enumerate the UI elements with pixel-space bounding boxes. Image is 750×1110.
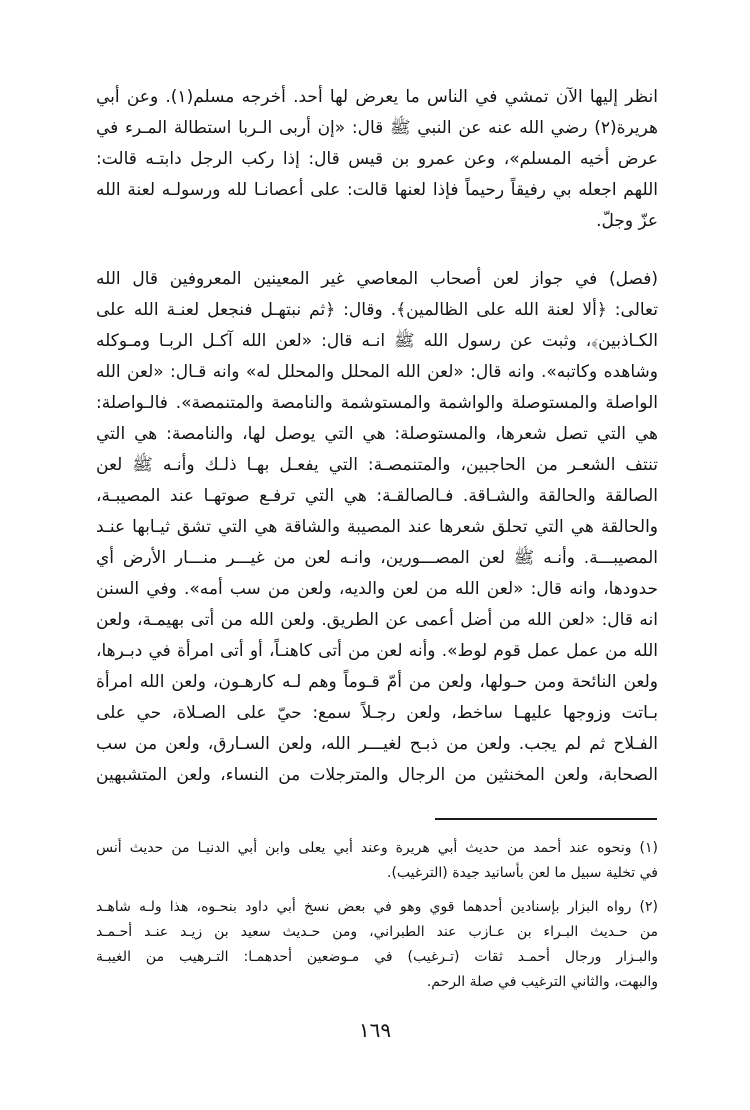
- text-line: والحالقة هي التي تحلق شعرها عند المصيبة والشاقة هي التي تشق ثيـابها عنـد: [96, 517, 658, 537]
- text-line: اللهم اجعله بي رفيقاً رحيماً فإذا لعنها قالت: على أعصانـا لله ورسولـه لعنة الله: [96, 180, 658, 200]
- text-line: المصيبـــة. وأنـه ﷺ لعن المصـــورين، وانـه لعن من غيـــر منـــار الأرض أي: [96, 548, 658, 568]
- text-line: ولعن النائحة ومن حـولها، ولعن من أمّ قـوماً وهم لـه كارهـون، ولعن الله امرأة: [96, 672, 658, 692]
- text-line: هريرة(٢) رضي الله عنه عن النبي ﷺ قال: «إن أربى الـربا استطالة المـرء في: [96, 118, 658, 138]
- footnote-line: (٢) رواه البزار بإسنادين أحدهما قوي وهو في بعض نسخ أبي داود بنحـوه، هذا ولـه شاهـد: [96, 899, 658, 915]
- text-line: وشاهده وكاتبه». وانه قال: «لعن الله المحلل والمحلل له» وانه قـال: «لعن الله: [96, 362, 658, 382]
- text-line: انظر إليها الآن تمشي في الناس ما يعرض لها أحد. أخرجه مسلم(١). وعن أبي: [96, 87, 658, 107]
- footnote-gap: [96, 886, 658, 895]
- footnote-line: من حـديث البـراء بن عـازب عند الطبراني، ومن حـديث سعيد بن زيـد عنـد أحـمـد: [96, 924, 658, 940]
- text-line: عزّ وجلّ.: [596, 211, 658, 231]
- footnote-line: والبهت، والثاني الترغيب في صلة الرحم.: [426, 974, 658, 990]
- text-line: تنتف الشعـر من الحاجبين، والمتنمصـة: التي يفعـل بهـا ذلـك وأنـه ﷺ لعن: [96, 455, 658, 475]
- text-line: انه قال: «لعن الله من أضل أعمى عن الطريق. ولعن الله من أتى بهيمـة، ولعن: [96, 610, 658, 630]
- footnote-line: (١) ونحوه عند أحمد من حديث أبي هريرة وعند أبي يعلى وابن أبي الدنيـا من حديث أنس: [96, 840, 658, 856]
- text-line: بـاتت وزوجها عليهـا ساخط، ولعن رجـلاً سمع: حيّ على الصـلاة، حي على: [96, 703, 658, 723]
- text-line: الصحابة، ولعن المخنثين من الرجال والمترجلات من النساء، ولعن المتشبهين: [96, 765, 658, 785]
- section-heading-line: (فصل) في جواز لعن أصحاب المعاصي غير المعينين المعروفين قال الله: [96, 269, 658, 289]
- text-line: الكـاذبين﴾، وثبت عن رسول الله ﷺ انـه قال: «لعن الله آكـل الربـا ومـوكله: [96, 331, 658, 351]
- text-line: الواصلة والمستوصلة والواشمة والمستوشمة والنامصة والمتنمصة». فالـواصلة:: [96, 393, 658, 413]
- text-line: هي التي تصل شعرها، والمستوصلة: هي التي يوصل لها، والنامصة: هي التي: [96, 424, 658, 444]
- main-text: [96, 82, 658, 791]
- text-line: الله من عمل عمل قوم لوط». وأنه لعن من أتى كاهنـاً، أو أتى امرأة في دبـرها،: [96, 641, 658, 661]
- footnote-divider: [435, 818, 657, 820]
- footnotes: [96, 836, 658, 995]
- text-line: الصالقة والحالقة والشـاقة. فـالصالقـة: هي التي ترفـع صوتهـا عند المصيبـة،: [96, 486, 658, 506]
- footnote-line: والبـزار ورجال أحمـد ثقات (تـرغيب) في مـوضعين أحدهمـا: التـرهيب من الغيبـة: [96, 949, 658, 965]
- paragraph-gap: [96, 237, 658, 264]
- page-number: ١٦٩: [358, 1018, 392, 1042]
- text-line: عرض أخيه المسلم»، وعن عمرو بن قيس قال: إذا ركب الرجل دابتـه قالت:: [96, 149, 658, 169]
- text-line: حدودها، وانه قال: «لعن الله من لعن والديه، ولعن من سب أمه». وفي السنن: [96, 579, 658, 599]
- text-line: الفـلاح ثم لم يجب. ولعن من ذبـح لغيـــر الله، ولعن السـارق، ولعن من سب: [96, 734, 658, 754]
- footnote-line: في تخلية سبيل ما لعن بأسانيد جيدة (الترغيب).: [387, 865, 658, 881]
- text-line: تعالى: ﴿ألا لعنة الله على الظالمين﴾. وقال: ﴿ثم نبتهـل فنجعل لعنـة الله على: [96, 300, 658, 320]
